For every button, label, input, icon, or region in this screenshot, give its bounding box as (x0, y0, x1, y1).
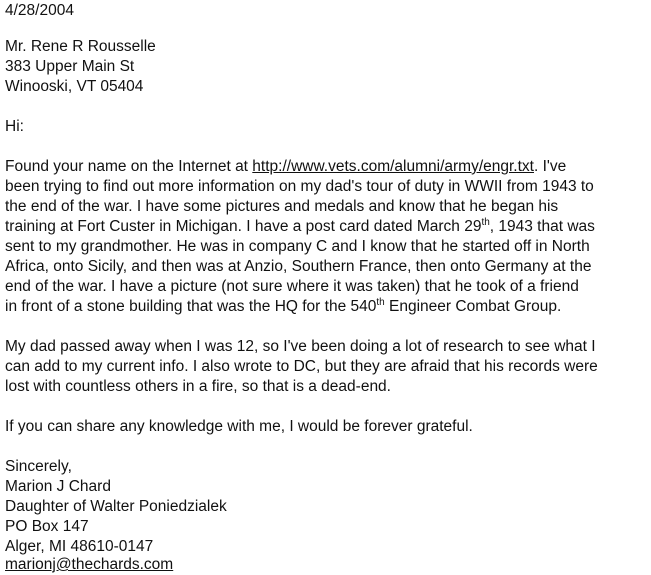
ordinal-suffix: th (481, 217, 490, 228)
paragraph1-line (5, 158, 566, 176)
paragraph1-text: , 1943 that was (489, 218, 595, 235)
paragraph1-line: the end of the war. I have some pictures and medals and know that he began his (5, 198, 559, 215)
paragraph1-line: been trying to find out more information on my dad's tour of duty in WWII from 1943 to (5, 178, 594, 195)
signer-email-link[interactable]: marionj@thechards.com (5, 556, 174, 573)
paragraph1-line (5, 218, 595, 236)
recipient-street: 383 Upper Main St (5, 58, 135, 75)
closing: Sincerely, (5, 458, 72, 475)
paragraph1-line (5, 298, 561, 316)
paragraph1-text: in front of a stone building that was the HQ for the 540 (5, 298, 377, 315)
paragraph3-line: If you can share any knowledge with me, I would be forever grateful. (5, 418, 473, 435)
ordinal-suffix: th (376, 297, 385, 308)
vets-link[interactable]: http://www.vets.com/alumni/army/engr.txt (252, 158, 534, 175)
paragraph1-text: . I've (533, 158, 567, 175)
letter-date: 4/28/2004 (5, 2, 74, 19)
greeting: Hi: (5, 118, 24, 135)
recipient-name: Mr. Rene R Rousselle (5, 38, 156, 55)
paragraph1-line: Africa, onto Sicily, and then was at Anzio, Southern France, then onto Germany at the (5, 258, 592, 275)
paragraph2-line: lost with countless others in a fire, so that is a dead-end. (5, 378, 391, 395)
paragraph2-line: can add to my current info. I also wrote to DC, but they are afraid that his records were (5, 358, 598, 375)
paragraph1-line: end of the war. I have a picture (not sure where it was taken) that he took of a friend (5, 278, 579, 295)
paragraph2-line: My dad passed away when I was 12, so I've been doing a lot of research to see what I (5, 338, 596, 355)
paragraph1-text: Engineer Combat Group. (384, 298, 562, 315)
paragraph1-text: Found your name on the Internet at (5, 158, 253, 175)
paragraph1-line: sent to my grandmother. He was in company C and I know that he started off in North (5, 238, 590, 255)
signer-po-box: PO Box 147 (5, 518, 89, 535)
recipient-city: Winooski, VT 05404 (5, 78, 144, 95)
signer-name: Marion J Chard (5, 478, 111, 495)
signer-city: Alger, MI 48610-0147 (5, 538, 154, 555)
signer-relation: Daughter of Walter Poniedzialek (5, 498, 227, 515)
paragraph1-text: training at Fort Custer in Michigan. I have a post card dated March 29 (5, 218, 482, 235)
